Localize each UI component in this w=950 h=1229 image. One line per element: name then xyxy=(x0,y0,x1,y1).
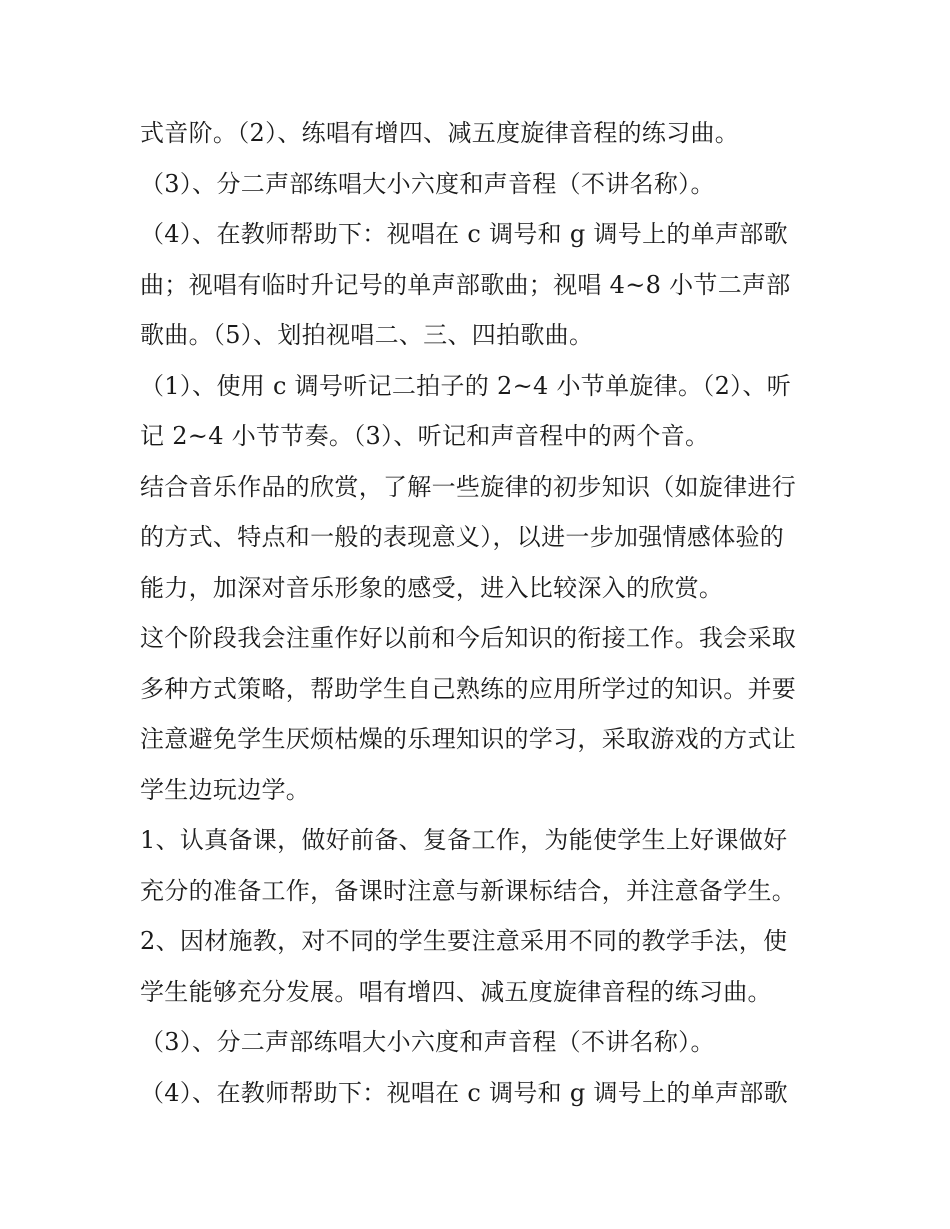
text-line-13: 注意避免学生厌烦枯燥的乐理知识的学习，采取游戏的方式让 xyxy=(140,725,797,753)
text-line-20: （4）、在教师帮助下：视唱在 c 调号和 g 调号上的单声部歌 xyxy=(140,1078,788,1107)
text-line-19: （3）、分二声部练唱大小六度和声音程（不讲名称）。 xyxy=(140,1028,715,1056)
text-line-17: 2、因材施教，对不同的学生要注意采用不同的教学手法，使 xyxy=(140,927,788,955)
text-line-16: 充分的准备工作，备课时注意与新课标结合，并注意备学生。 xyxy=(140,876,797,905)
text-line-18: 学生能够充分发展。唱有增四、减五度旋律音程的练习曲。 xyxy=(140,977,772,1006)
text-line-12: 多种方式策略，帮助学生自己熟练的应用所学过的知识。并要 xyxy=(140,674,797,703)
body-text xyxy=(140,108,820,1118)
text-line-4: 曲；视唱有临时升记号的单声部歌曲；视唱 4~8 小节二声部 xyxy=(140,270,791,299)
text-line-14: 学生边玩边学。 xyxy=(140,775,311,804)
text-line-5: 歌曲。（5）、划拍视唱二、三、四拍歌曲。 xyxy=(140,321,594,349)
text-line-15: 1、认真备课，做好前备、复备工作，为能使学生上好课做好 xyxy=(140,826,788,854)
text-line-11: 这个阶段我会注重作好以前和今后知识的衔接工作。我会采取 xyxy=(140,624,797,652)
text-line-2: （3）、分二声部练唱大小六度和声音程（不讲名称）。 xyxy=(140,169,715,198)
text-line-1: 式音阶。（2）、练唱有增四、减五度旋律音程的练习曲。 xyxy=(140,119,740,147)
text-line-6: （1）、使用 c 调号听记二拍子的 2~4 小节单旋律。（2）、听 xyxy=(140,371,792,400)
text-line-3: （4）、在教师帮助下：视唱在 c 调号和 g 调号上的单声部歌 xyxy=(140,220,788,248)
text-line-8: 结合音乐作品的欣赏，了解一些旋律的初步知识（如旋律进行 xyxy=(140,472,797,501)
text-line-7: 记 2~4 小节节奏。（3）、听记和声音程中的两个音。 xyxy=(140,422,710,450)
text-line-10: 能力，加深对音乐形象的感受，进入比较深入的欣赏。 xyxy=(140,573,724,602)
text-line-9: 的方式、特点和一般的表现意义），以进一步加强情感体验的 xyxy=(140,523,785,551)
